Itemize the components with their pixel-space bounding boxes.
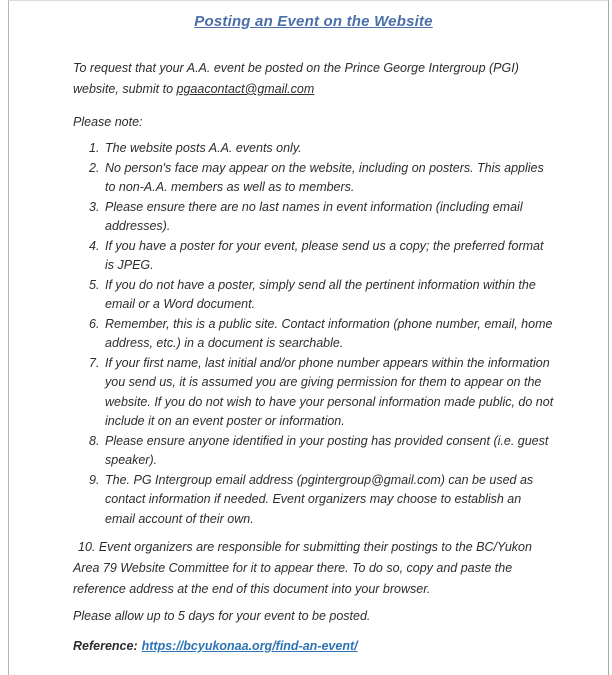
list-item-number: 1.: [89, 141, 100, 155]
list-item: [73, 354, 554, 432]
list-item-number: 4.: [89, 238, 100, 253]
list-item: [73, 471, 554, 530]
document-page: [8, 0, 609, 675]
list-item-number: 8.: [89, 433, 100, 448]
reference-link[interactable]: https://bcyukonaa.org/find-an-event/: [141, 639, 358, 653]
list-item-number: 3.: [89, 199, 100, 214]
list-item-text: Remember, this is a public site. Contact information (phone number, email, home address, etc.) in a document is searchable.: [105, 316, 553, 350]
note-label: Please note:: [73, 115, 143, 129]
list-item-number: 5.: [89, 277, 100, 292]
document-title: Posting an Event on the Website: [194, 13, 433, 30]
list-item-text: Please ensure anyone identified in your posting has provided consent (i.e. guest speaker).: [105, 433, 549, 467]
list-item-number: 6.: [89, 316, 100, 331]
list-item: [73, 159, 554, 198]
list-item: [73, 198, 554, 237]
list-item: [73, 276, 554, 315]
numbered-list: [73, 139, 554, 529]
list-item-text: Please ensure there are no last names in event information (including email addresses).: [105, 199, 523, 233]
list-item-number: 7.: [89, 355, 100, 370]
list-item-text: If you do not have a poster, simply send all the pertinent information within the email or a Word document.: [105, 277, 536, 311]
list-item-text: If you have a poster for your event, please send us a copy; the preferred format is JPEG.: [105, 238, 544, 272]
reference-label: Reference:: [73, 639, 138, 653]
page-content: [9, 13, 608, 657]
intro-paragraph: [73, 58, 554, 100]
item-10-paragraph: 10. Event organizers are responsible for submitting their postings to the BC/Yukon Area 79 Website Committee for it to appear there. To do so, copy and paste the reference address at the end of this document into your browser.: [73, 540, 532, 596]
intro-text: To request that your A.A. event be posted on the Prince George Intergroup (PGI) website, submit to: [73, 61, 519, 96]
list-item-text: No person's face may appear on the website, including on posters. This applies to non-A.A. members as well as to members.: [105, 160, 544, 194]
list-item: [73, 237, 554, 276]
closing-paragraph: Please allow up to 5 days for your event to be posted.: [73, 609, 371, 623]
list-item-text: The. PG Intergroup email address (pgintergroup@gmail.com) can be used as contact information if needed. Event organizers may choose to establish an email account of their own.: [105, 472, 534, 526]
list-item: [73, 315, 554, 354]
list-item-number: 2.: [89, 160, 100, 175]
reference-line: [73, 636, 554, 657]
list-item-text: If your first name, last initial and/or phone number appears within the information you send us, it is assumed you are giving permission for them to appear on the website. If you do not wish to have your personal information made public, do not include it on an event poster or information.: [105, 355, 554, 428]
list-item-number: 9.: [89, 472, 100, 487]
email-link[interactable]: pgaacontact@gmail.com: [176, 82, 315, 96]
list-item: [73, 432, 554, 471]
list-item-text: The website posts A.A. events only.: [105, 141, 302, 155]
list-item: [73, 139, 554, 159]
